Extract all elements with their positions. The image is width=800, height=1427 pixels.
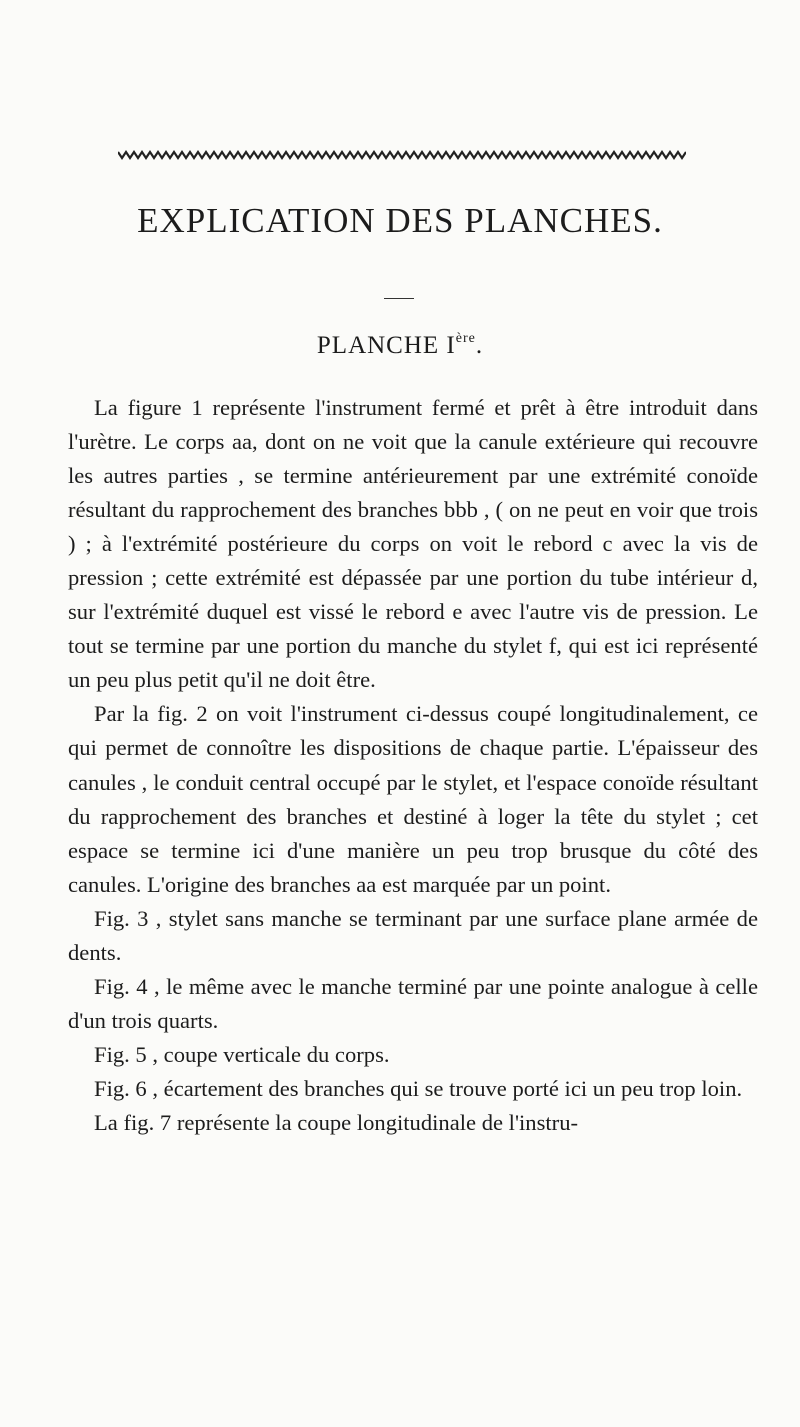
paragraph-figure-2: Par la fig. 2 on voit l'instrument ci-dessus coupé longitudinalement, ce qui permet de connoître les dispositions de chaque partie. L'épaisseur des canules , le conduit central occupé par le stylet, et l'espace conoïde résultant du rapprochement des branches et destiné à loger la tête du stylet ; cet espace se termine ici d'une manière un peu trop brusque du côté des canules. L'origine des branches aa est marquée par un point. (68, 701, 758, 897)
plate-heading (0, 333, 800, 358)
paragraph-figure-5: Fig. 5 , coupe verticale du corps. (94, 1041, 390, 1067)
page-title: EXPLICATION DES PLANCHES. (137, 201, 663, 240)
paragraph-figure-1: La figure 1 représente l'instrument fermé et prêt à être introduit dans l'urètre. Le corps aa, dont on ne voit que la canule extérieure qui recouvre les autres parties , se termine antérieurement par une extrémité conoïde résultant du rapprochement des branches bbb , ( on ne peut en voir que trois ) ; à l'extrémité postérieure du corps on voit le rebord c avec la vis de pression ; cette extrémité est dépassée par une portion du tube intérieur d, sur l'extrémité duquel est vissé le rebord e avec l'autre vis de pression. Le tout se termine par une portion du manche du stylet f, qui est ici représenté un peu plus petit qu'il ne doit être. (68, 395, 758, 693)
wave-ornament-icon (118, 150, 686, 160)
paragraph-figure-7: La fig. 7 représente la coupe longitudinale de l'instru- (94, 1109, 579, 1135)
paragraph-figure-6: Fig. 6 , écartement des branches qui se trouve porté ici un peu trop loin. (94, 1075, 743, 1101)
plate-heading-period: . (475, 332, 484, 359)
paragraph-figure-4: Fig. 4 , le même avec le manche terminé par une pointe analogue à celle d'un trois quarts. (68, 973, 758, 1033)
decorative-ornament-rule (118, 150, 686, 160)
plate-heading-label: PLANCHE I (316, 332, 456, 359)
paragraph-figure-3: Fig. 3 , stylet sans manche se terminant par une surface plane armée de dents. (68, 905, 758, 965)
title-divider (384, 298, 414, 299)
explanation-body (68, 391, 758, 1140)
plate-heading-superscript: ère (455, 331, 476, 346)
